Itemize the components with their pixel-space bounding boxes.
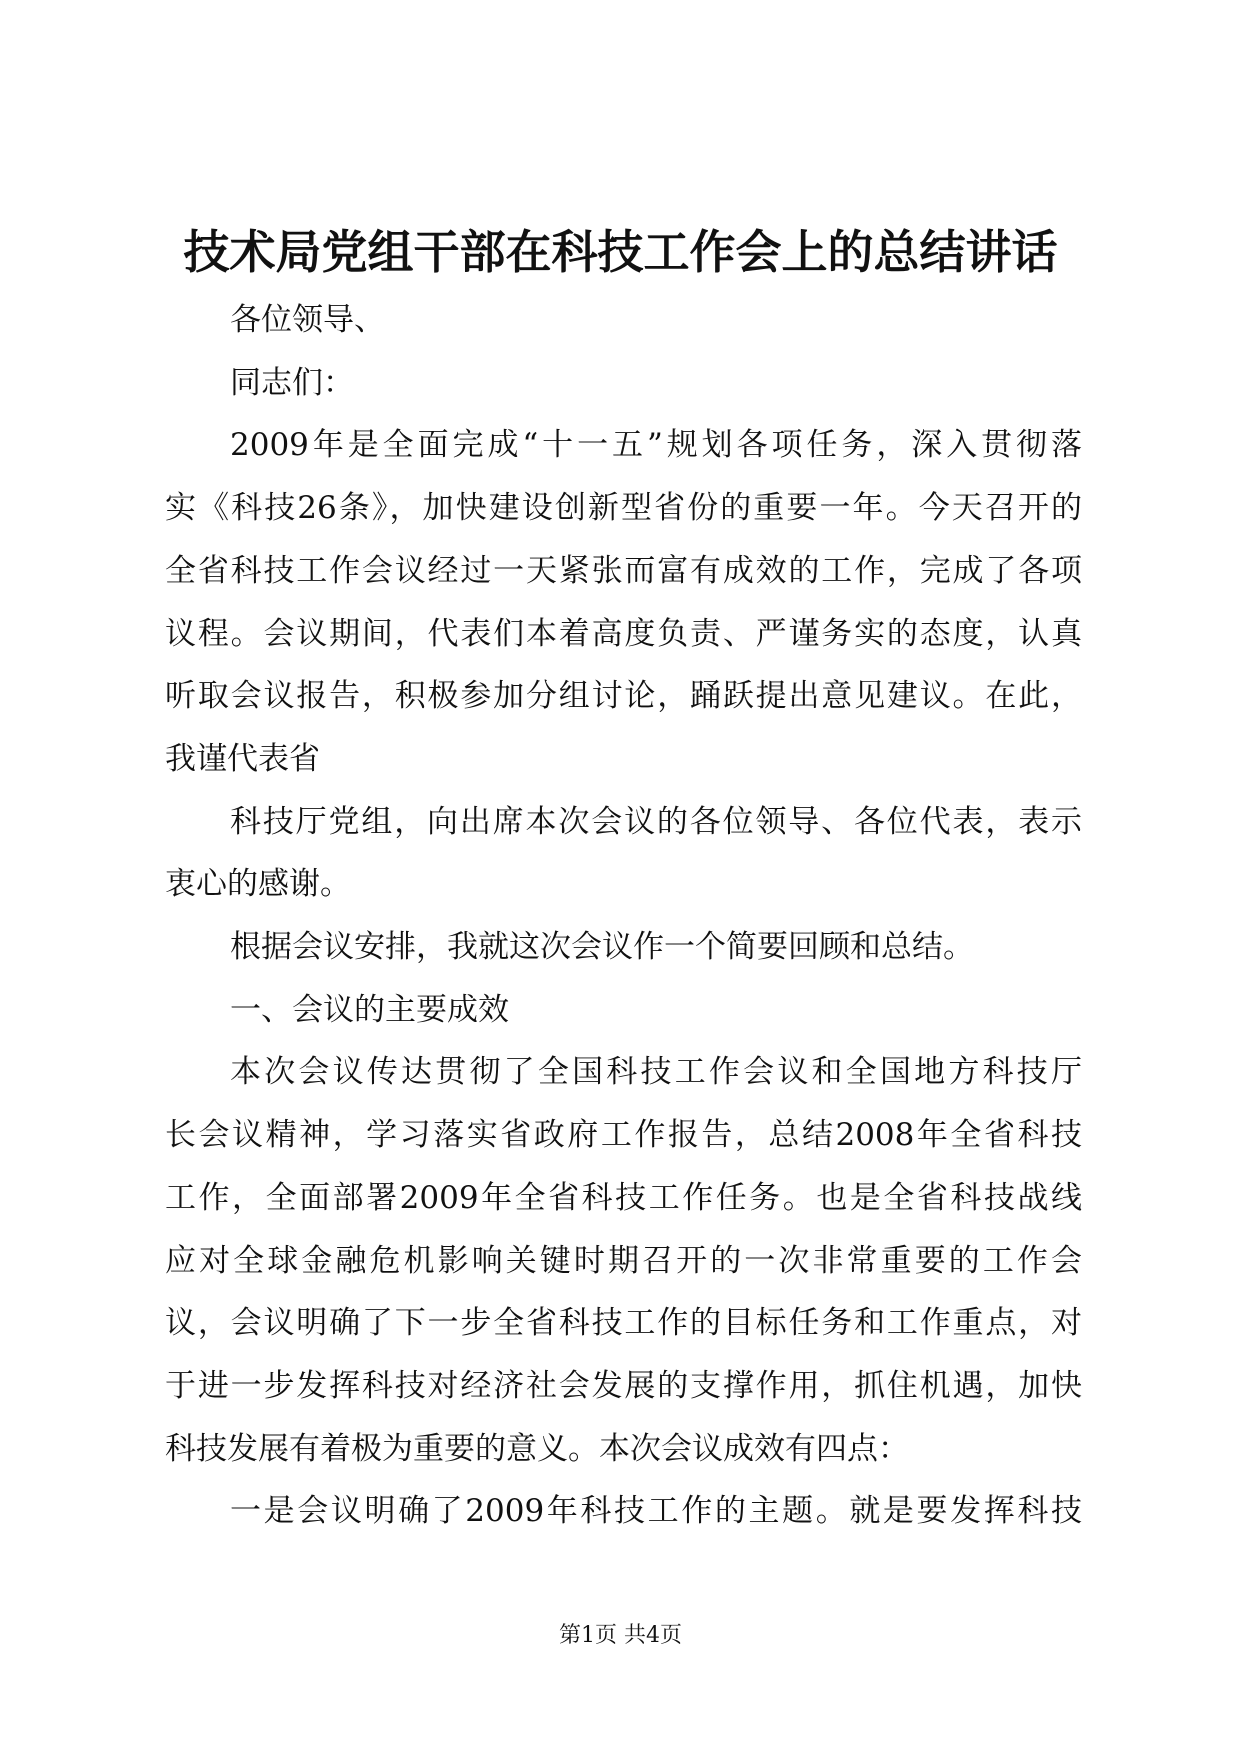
text-line: 本次会议传达贯彻了全国科技工作会议和全国地方科技厅 (230, 1054, 1082, 1091)
text-line: 一、会议的主要成效 (230, 991, 509, 1028)
text-line: 议程。会议期间，代表们本着高度负责、严谨务实的态度，认真 (165, 615, 1082, 652)
text-line: 科技发展有着极为重要的意义。本次会议成效有四点： (165, 1430, 909, 1467)
text-line: 工作，全面部署2009年全省科技工作任务。也是全省科技战线 (165, 1179, 1082, 1216)
text-line: 各位领导、 (230, 302, 385, 338)
document-title: 技术局党组干部在科技工作会上的总结讲话 (183, 225, 1058, 279)
text-line: 科技厅党组，向出席本次会议的各位领导、各位代表，表示 (230, 803, 1082, 840)
text-line: 于进一步发挥科技对经济社会发展的支撑作用，抓住机遇，加快 (165, 1367, 1082, 1404)
text-line: 议，会议明确了下一步全省科技工作的目标任务和工作重点，对 (165, 1305, 1082, 1342)
page-footer: 第1页 共4页 (559, 1623, 682, 1648)
text-line: 全省科技工作会议经过一天紧张而富有成效的工作，完成了各项 (165, 552, 1082, 589)
text-line: 听取会议报告，积极参加分组讨论，踊跃提出意见建议。在此， (165, 678, 1082, 715)
text-line: 我谨代表省 (165, 740, 320, 777)
text-line: 一是会议明确了2009年科技工作的主题。就是要发挥科技 (230, 1493, 1082, 1530)
text-line: 衷心的感谢。 (165, 866, 351, 903)
text-line: 根据会议安排，我就这次会议作一个简要回顾和总结。 (230, 929, 974, 965)
text-line: 同志们： (230, 364, 354, 401)
text-line: 2009年是全面完成“十一五”规划各项任务，深入贯彻落 (230, 427, 1082, 464)
text-line: 应对全球金融危机影响关键时期召开的一次非常重要的工作会 (165, 1242, 1082, 1279)
text-line: 实《科技26条》，加快建设创新型省份的重要一年。今天召开的 (165, 490, 1082, 527)
text-line: 长会议精神，学习落实省政府工作报告，总结2008年全省科技 (165, 1117, 1082, 1154)
